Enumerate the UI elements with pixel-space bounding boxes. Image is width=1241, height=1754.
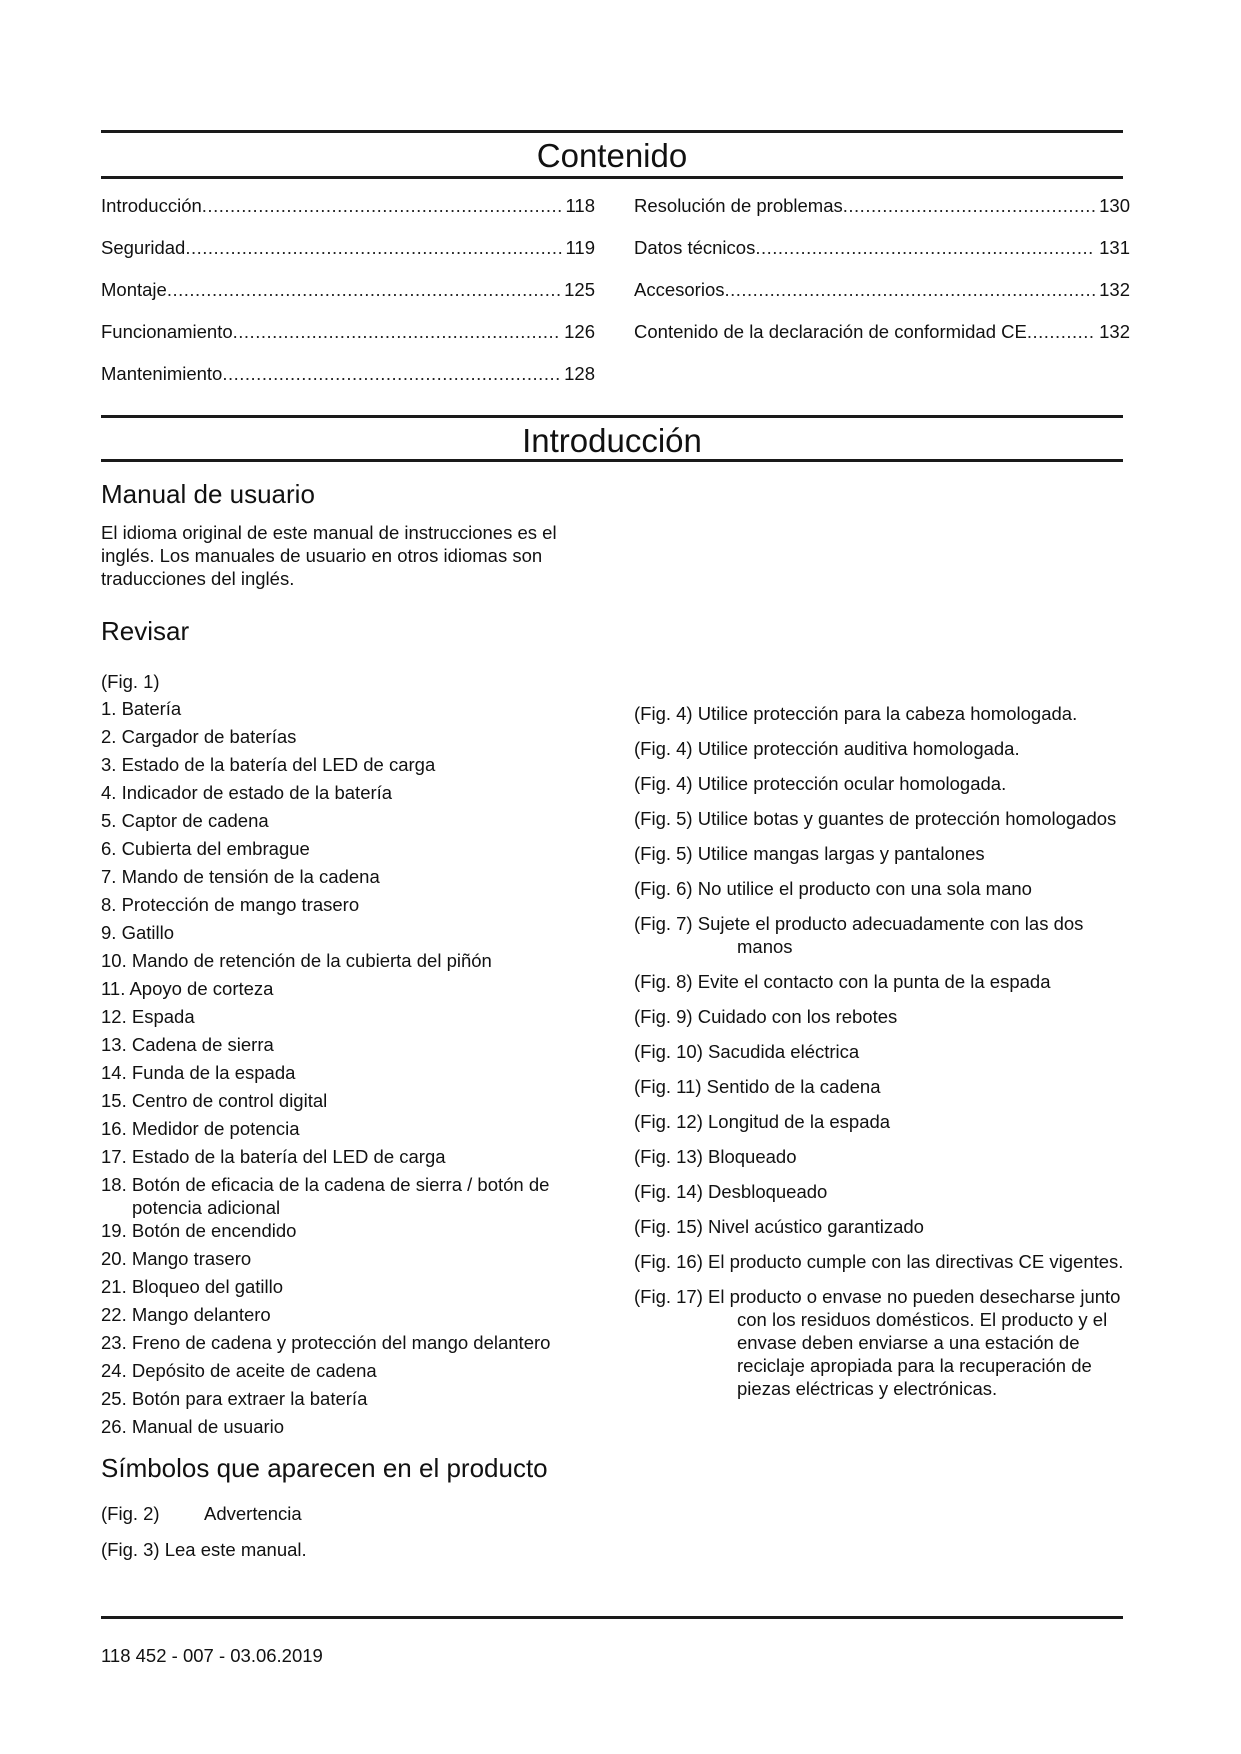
- symbol-text: Lea este manual.: [164, 1539, 307, 1560]
- list-item: 21. Bloqueo del gatillo: [101, 1276, 284, 1297]
- list-item: 19. Botón de encendido: [101, 1220, 297, 1241]
- toc-entry-page: 128: [564, 363, 595, 384]
- list-item: 25. Botón para extraer la batería: [101, 1388, 368, 1409]
- list-item: (Fig. 14) Desbloqueado: [634, 1181, 828, 1202]
- symbol-text: Advertencia: [204, 1503, 302, 1524]
- list-item: 12. Espada: [101, 1006, 195, 1027]
- list-item: 13. Cadena de sierra: [101, 1034, 274, 1055]
- intro-top-rule: [101, 415, 1123, 418]
- toc-entry-mantenimiento[interactable]: [101, 360, 595, 402]
- toc-entry-accesorios[interactable]: [634, 276, 1130, 318]
- toc-entry-page: 131: [1099, 237, 1130, 258]
- symbol-fig-ref: (Fig. 3): [101, 1539, 160, 1560]
- list-item: (Fig. 8) Evite el contacto con la punta de la espada: [634, 971, 1051, 992]
- toc-entry-resolucion[interactable]: [634, 192, 1130, 234]
- toc-entry-page: 132: [1099, 279, 1130, 300]
- list-item: [101, 1502, 601, 1525]
- manual-heading: Manual de usuario: [101, 479, 315, 509]
- list-item: 10. Mando de retención de la cubierta del piñón: [101, 950, 492, 971]
- list-item: (Fig. 9) Cuidado con los rebotes: [634, 1006, 898, 1027]
- contents-bottom-rule: [101, 176, 1123, 179]
- list-item: 9. Gatillo: [101, 922, 175, 943]
- list-item: (Fig. 11) Sentido de la cadena: [634, 1076, 881, 1097]
- toc-entry-title: Contenido de la declaración de conformidad CE: [634, 321, 1027, 342]
- toc-entry-page: 118: [565, 195, 595, 216]
- symbol-fig-ref: (Fig. 2): [101, 1503, 160, 1524]
- toc-entry-title: Funcionamiento: [101, 321, 233, 342]
- toc-entry-page: 132: [1099, 321, 1130, 342]
- toc-entry-title: Resolución de problemas: [634, 195, 843, 216]
- footer-rule: [101, 1616, 1123, 1619]
- symbols-right-list: [634, 702, 1134, 1412]
- toc-entry-page: 126: [564, 321, 595, 342]
- toc-entry-title: Seguridad: [101, 237, 186, 258]
- toc-dot-leader: [202, 192, 562, 220]
- toc-entry-title: Introducción: [101, 195, 202, 216]
- toc-entry-page: 125: [564, 279, 595, 300]
- list-item: 16. Medidor de potencia: [101, 1118, 300, 1139]
- toc-entry-page: 130: [1099, 195, 1130, 216]
- toc-entry-declaracion-ce[interactable]: [634, 318, 1130, 360]
- list-item: 22. Mango delantero: [101, 1304, 271, 1325]
- toc-dot-leader: [233, 318, 560, 346]
- list-item: 18. Botón de eficacia de la cadena de sierra / botón de potencia adicional: [101, 1174, 550, 1218]
- footer-doc-id: 118 452 - 007 - 03.06.2019: [101, 1645, 323, 1666]
- toc-left-column: [101, 192, 595, 402]
- list-item: 24. Depósito de aceite de cadena: [101, 1360, 377, 1381]
- list-item: (Fig. 4) Utilice protección auditiva homologada.: [634, 738, 1020, 759]
- intro-bottom-rule: [101, 459, 1123, 462]
- toc-entry-title: Montaje: [101, 279, 167, 300]
- toc-entry-title: Accesorios: [634, 279, 725, 300]
- list-item: (Fig. 5) Utilice botas y guantes de protección homologados: [634, 808, 1117, 829]
- list-item: 6. Cubierta del embrague: [101, 838, 310, 859]
- list-item: (Fig. 12) Longitud de la espada: [634, 1111, 891, 1132]
- toc-entry-title: Mantenimiento: [101, 363, 223, 384]
- toc-dot-leader: [167, 276, 560, 304]
- fig1-label: (Fig. 1): [101, 671, 160, 692]
- list-item: 3. Estado de la batería del LED de carga: [101, 754, 436, 775]
- toc-entry-funcionamiento[interactable]: [101, 318, 595, 360]
- toc-entry-montaje[interactable]: [101, 276, 595, 318]
- list-item: (Fig. 4) Utilice protección ocular homologada.: [634, 773, 1007, 794]
- intro-title: Introducción: [522, 422, 702, 459]
- parts-list: [101, 697, 611, 1443]
- list-item: (Fig. 4) Utilice protección para la cabeza homologada.: [634, 703, 1078, 724]
- toc-dot-leader: [755, 234, 1095, 262]
- list-item: 14. Funda de la espada: [101, 1062, 296, 1083]
- list-item: (Fig. 7) Sujete el producto adecuadamente con las dos manos: [634, 913, 1084, 957]
- list-item: 26. Manual de usuario: [101, 1416, 285, 1437]
- toc-entry-introduccion[interactable]: [101, 192, 595, 234]
- list-item: 11. Apoyo de corteza: [101, 978, 274, 999]
- toc-right-column: [634, 192, 1130, 360]
- list-item: (Fig. 16) El producto cumple con las directivas CE vigentes.: [634, 1251, 1124, 1272]
- symbols-heading: Símbolos que aparecen en el producto: [101, 1453, 548, 1483]
- manual-text: El idioma original de este manual de instrucciones es el inglés. Los manuales de usuario en otros idiomas son traducciones del inglés.: [101, 522, 557, 589]
- list-item: 7. Mando de tensión de la cadena: [101, 866, 380, 887]
- toc-entry-seguridad[interactable]: [101, 234, 595, 276]
- list-item: 17. Estado de la batería del LED de carga: [101, 1146, 446, 1167]
- list-item: 4. Indicador de estado de la batería: [101, 782, 393, 803]
- toc-entry-page: 119: [565, 237, 595, 258]
- list-item: 15. Centro de control digital: [101, 1090, 328, 1111]
- toc-dot-leader: [724, 276, 1095, 304]
- list-item: (Fig. 6) No utilice el producto con una sola mano: [634, 878, 1032, 899]
- list-item: 20. Mango trasero: [101, 1248, 252, 1269]
- list-item: 1. Batería: [101, 698, 182, 719]
- list-item: [101, 1538, 601, 1561]
- list-item: (Fig. 13) Bloqueado: [634, 1146, 797, 1167]
- list-item: 8. Protección de mango trasero: [101, 894, 360, 915]
- list-item: (Fig. 17) El producto o envase no pueden desecharse junto con los residuos domésticos. El producto y el envase deben enviarse a una estación de reciclaje apropiada para la recuperación de piezas eléctricas y electrónicas.: [634, 1286, 1121, 1399]
- review-heading: Revisar: [101, 616, 190, 646]
- symbols-left-list: [101, 1502, 601, 1574]
- list-item: (Fig. 10) Sacudida eléctrica: [634, 1041, 860, 1062]
- toc-dot-leader: [185, 234, 561, 262]
- list-item: 2. Cargador de baterías: [101, 726, 297, 747]
- toc-dot-leader: [222, 360, 560, 388]
- list-item: 23. Freno de cadena y protección del mango delantero: [101, 1332, 551, 1353]
- list-item: 5. Captor de cadena: [101, 810, 269, 831]
- list-item: (Fig. 5) Utilice mangas largas y pantalones: [634, 843, 985, 864]
- toc-entry-datos-tecnicos[interactable]: [634, 234, 1130, 276]
- toc-dot-leader: [1027, 318, 1095, 346]
- toc-entry-title: Datos técnicos: [634, 237, 756, 258]
- toc-dot-leader: [843, 192, 1095, 220]
- list-item: (Fig. 15) Nivel acústico garantizado: [634, 1216, 924, 1237]
- contents-top-rule: [101, 130, 1123, 133]
- contents-title: Contenido: [536, 137, 688, 174]
